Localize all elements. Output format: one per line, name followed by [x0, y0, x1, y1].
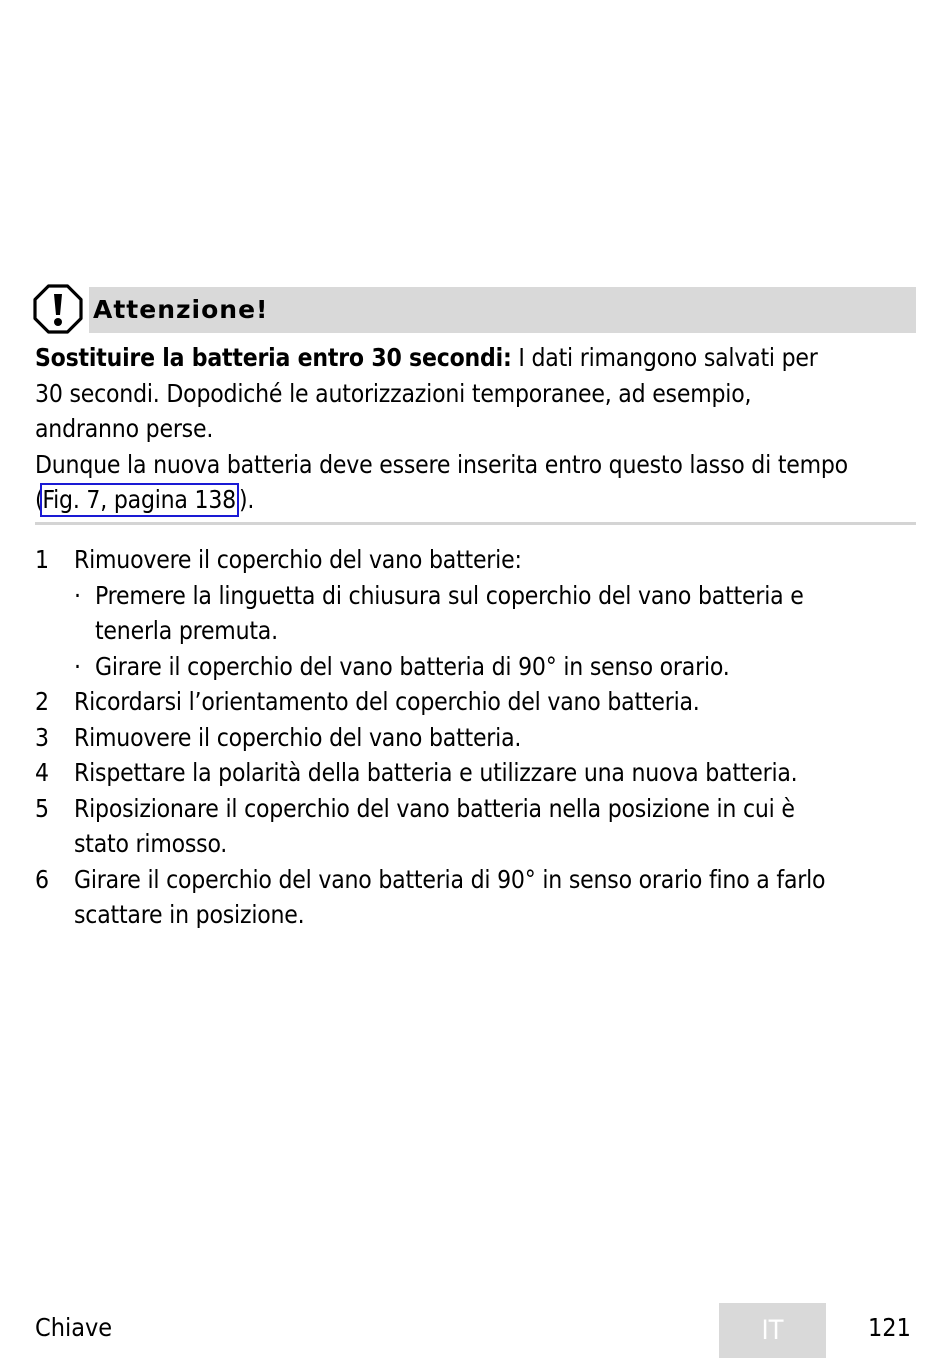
warning-line-4: Dunque la nuova batteria deve essere inserita entro questo lasso di tempo — [35, 449, 848, 479]
warning-title-bar — [89, 287, 916, 333]
step-text-line-2: scattare in posizione. — [74, 900, 305, 929]
warning-line-1 — [35, 340, 925, 376]
warning-line-5 — [35, 482, 925, 518]
bullet: · — [74, 651, 81, 681]
step-text-line-1: Girare il coperchio del vano batteria di 90° in senso orario fino a farlo — [74, 864, 826, 894]
paren-open: ( — [35, 485, 44, 514]
warning-line-3: andranno perse. — [35, 414, 214, 443]
step-number: 4 — [35, 758, 49, 787]
warning-header — [33, 284, 916, 334]
warning-bold-lead: Sostituire la batteria entro 30 secondi: — [35, 343, 512, 372]
step-text-line-2: stato rimosso. — [74, 829, 228, 858]
step-number: 3 — [35, 722, 49, 752]
substep-text-line-1: Girare il coperchio del vano batteria di 90° in senso orario. — [95, 651, 730, 681]
substep-text-line-1: Premere la linguetta di chiusura sul coperchio del vano batteria e — [95, 580, 804, 610]
step-number: 5 — [35, 793, 49, 823]
step-item-4 — [35, 755, 925, 791]
footer-section-name: Chiave — [35, 1313, 113, 1342]
step-text: Rispettare la polarità della batteria e utilizzare una nuova batteria. — [74, 758, 798, 787]
figure-reference-link[interactable]: Fig. 7, pagina 138 — [40, 483, 239, 517]
substep-item-2 — [74, 649, 925, 685]
step-text-line-1: Riposizionare il coperchio del vano batteria nella posizione in cui è — [74, 793, 795, 823]
warning-title: Attenzione! — [93, 295, 269, 324]
instruction-steps — [35, 542, 925, 933]
step-item-1 — [35, 542, 925, 684]
paren-close: ). — [239, 485, 255, 514]
language-tab: IT — [719, 1303, 826, 1358]
substep-text-line-2: tenerla premuta. — [95, 616, 278, 645]
step-number: 1 — [35, 545, 49, 574]
section-separator — [35, 522, 916, 525]
page-number: 121 — [868, 1313, 911, 1342]
step-item-2 — [35, 684, 925, 720]
step-number: 2 — [35, 687, 49, 716]
step-text: Ricordarsi l’orientamento del coperchio del vano batteria. — [74, 687, 700, 716]
warning-line-1-rest: I dati rimangono salvati per — [511, 343, 818, 372]
exclamation-circle-icon — [33, 284, 83, 334]
bullet: · — [74, 580, 81, 610]
step-item-5 — [35, 791, 925, 862]
step-item-6 — [35, 862, 925, 933]
warning-line-2: 30 secondi. Dopodiché le autorizzazioni temporanee, ad esempio, — [35, 378, 752, 408]
step-number: 6 — [35, 864, 49, 894]
step-text: Rimuovere il coperchio del vano batterie: — [74, 545, 522, 574]
warning-body — [35, 340, 925, 518]
step-item-3 — [35, 720, 925, 756]
step-text: Rimuovere il coperchio del vano batteria. — [74, 722, 522, 752]
substep-item-1 — [74, 578, 925, 649]
